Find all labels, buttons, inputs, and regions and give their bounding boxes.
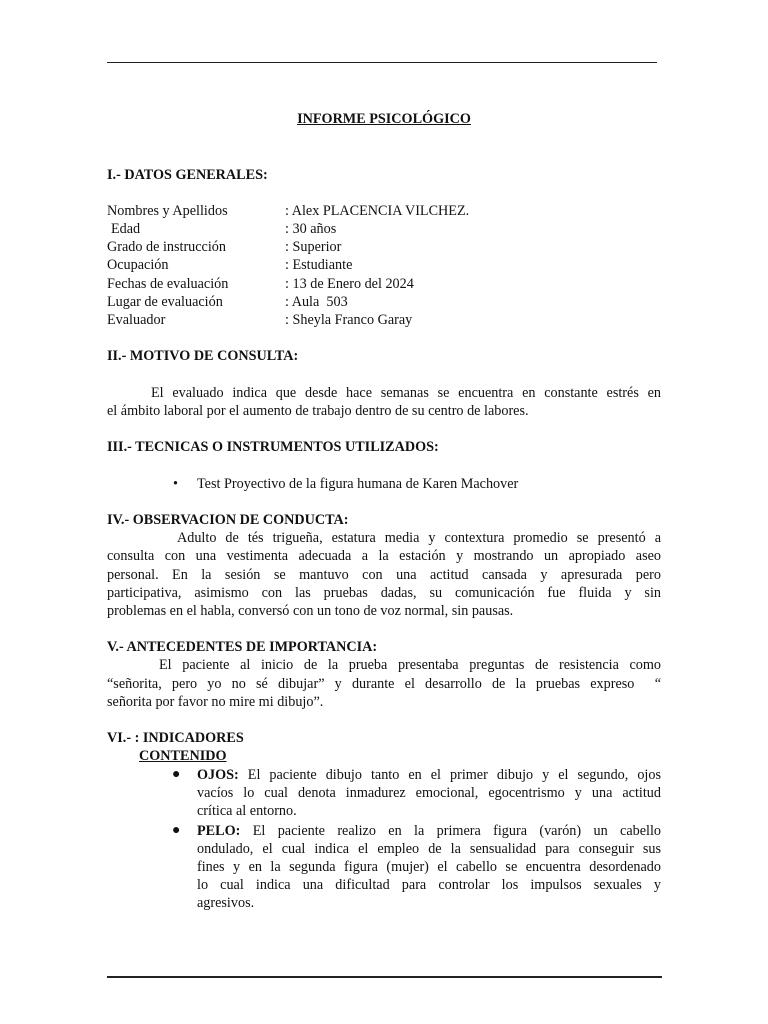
section-6-heading: VI.- : INDICADORES (107, 730, 244, 746)
field-label-evaluador: Evaluador (107, 312, 166, 328)
observacion-line-1: Adulto de tés trigueña, estatura media y contextura promedio se presentó a (177, 530, 661, 546)
bullet-icon: ● (172, 823, 181, 838)
observacion-line-4: participativa, asimismo con las pruebas dadas, su comunicación fue fluida y sin (107, 585, 661, 601)
field-value-grado: : Superior (285, 239, 342, 255)
indicator-ojos-line-2: vacíos lo cual denota inmadurez emocional, egocentrismo y una actitud (197, 785, 661, 801)
antecedentes-line-1: El paciente al inicio de la prueba presentaba preguntas de resistencia como (159, 657, 661, 673)
report-title: INFORME PSICOLÓGICO (297, 111, 471, 127)
indicator-term: OJOS: (197, 767, 239, 783)
observacion-line-5: problemas en el habla, conversó con un tono de voz normal, sin pausas. (107, 603, 514, 619)
bullet-icon: ● (172, 767, 181, 782)
field-value-fecha: : 13 de Enero del 2024 (285, 276, 414, 292)
field-value-lugar: : Aula 503 (285, 294, 348, 310)
indicator-pelo-line-2: ondulado, el cual indica el empleo de la sensualidad para conseguir sus (197, 841, 661, 857)
instrument-item: Test Proyectivo de la figura humana de Karen Machover (197, 476, 519, 492)
indicator-pelo-line-5: agresivos. (197, 895, 255, 911)
field-label-ocupacion: Ocupación (107, 257, 169, 273)
indicator-ojos-line-3: crítica al entorno. (197, 803, 297, 819)
indicator-term: PELO: (197, 823, 241, 839)
indicator-pelo-line-1 (197, 822, 661, 840)
antecedentes-line-2: “señorita, pero yo no sé dibujar” y durante el desarrollo de la pruebas expreso “ (107, 676, 661, 692)
indicator-text: El paciente realizo en la primera figura (varón) un cabello (240, 823, 661, 839)
section-1-heading: I.- DATOS GENERALES: (107, 167, 268, 183)
observacion-line-3: personal. En la sesión se mantuvo con una actitud cansada y apresurada pero (107, 567, 661, 583)
field-value-ocupacion: : Estudiante (285, 257, 353, 273)
header-rule (107, 62, 657, 63)
section-4-heading: IV.- OBSERVACION DE CONDUCTA: (107, 512, 349, 528)
field-value-edad: : 30 años (285, 221, 337, 237)
field-value-nombres: : Alex PLACENCIA VILCHEZ. (285, 203, 470, 219)
antecedentes-line-3: señorita por favor no mire mi dibujo”. (107, 694, 324, 710)
indicator-pelo-line-4: lo cual indica una dificultad para controlar los impulsos sexuales y (197, 877, 661, 893)
indicator-text: El paciente dibujo tanto en el primer dibujo y el segundo, ojos (238, 767, 661, 783)
field-label-grado: Grado de instrucción (107, 239, 226, 255)
bullet-icon: • (173, 476, 178, 492)
field-label-lugar: Lugar de evaluación (107, 294, 223, 310)
field-value-evaluador: : Sheyla Franco Garay (285, 312, 413, 328)
section-5-heading: V.- ANTECEDENTES DE IMPORTANCIA: (107, 639, 378, 655)
observacion-line-2: consulta con una vestimenta adecuada a la estación y mostrando un apropiado aseo (107, 548, 661, 564)
field-label-edad: Edad (111, 221, 141, 237)
footer-rule (107, 976, 662, 978)
motivo-line-1: El evaluado indica que desde hace semanas se encuentra en constante estrés en (151, 385, 661, 401)
indicator-ojos-line-1 (197, 766, 661, 784)
field-label-fecha: Fechas de evaluación (107, 276, 229, 292)
section-2-heading: II.- MOTIVO DE CONSULTA: (107, 348, 299, 364)
section-6-subheading: CONTENIDO (139, 748, 227, 764)
section-3-heading: III.- TECNICAS O INSTRUMENTOS UTILIZADOS: (107, 439, 439, 455)
indicator-pelo-line-3: fines y en la segunda figura (mujer) el cabello se encuentra desordenado (197, 859, 661, 875)
motivo-line-2: el ámbito laboral por el aumento de trabajo dentro de su centro de labores. (107, 403, 529, 419)
field-label-nombres: Nombres y Apellidos (107, 203, 228, 219)
